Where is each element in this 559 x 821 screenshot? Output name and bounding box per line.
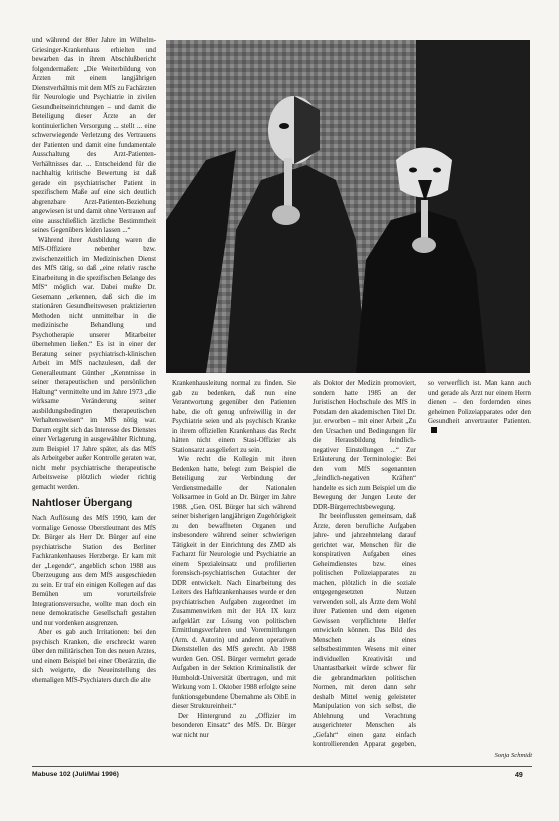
paragraph: Nach Auflösung des MfS 1990, kam der vormalige Genosse Oberstleutnant des MfS Dr. Bürger als Herr Dr. Bürger auf eine psychiatrische Station des Berliner Fachkrankenhauses Herzberge. Er kam mit der „Legende“, angeblich schon 1988 aus Überzeugung aus dem MfS ausgeschieden zu sein. Er traf ein einigen Kollegen auf das Bemühen um vorurteilsfreie Integrationsversuche, wollte man doch ein neue demokratische Gesellschaft gestalten und nur vordenken ausgrenzen.	[32, 515, 156, 627]
paragraph: Aber es gab auch Irritationen: bei den psychisch Kranken, die erschreckt waren über den militärischen Ton des neuen Arztes, und einem Beispiel bei einer Oberärztin, die sich weigerte, die Neueinstellung des ehemaligen MfS-Psychiaters durch die alte	[32, 629, 156, 684]
section-heading: Nahtloser Übergang	[32, 497, 133, 509]
article-column-2	[172, 379, 296, 762]
paragraph: Wie recht die Kollegin mit ihren Bedenken hatte, belegt zum Beispiel die Beteiligung zur Verbindung der Verdienstmedaille der Nationalen Volksarmee in Gold an Dr. Bürger im Jahre 1988. „Gen. OSL Bürger hat sich während seiner bisherigen langjährigen Zugehörigkeit zu den bewaffneten Organen und insbesondere während seiner schwierigen Tätigkeit in der Einrichtung des ZMD als Facharzt für Neurologie und Psychiatrie an einem Spezialeinsatz und profilierten forensisch-psychiatrischen Gutachter der DDR entwickelt. Nach Einarbeitung des Leiters des Haftkrankenhauses wurde er den psychiatrischen Aufgaben zugeordnet im Zusammenwirken mit der HA IX kurz aufgeklärt zur Lösung von politischen Ermittlungsverfahren und Vorermittlungen (Arm. d. Autorin) und anderen operativen Dienststellen des MfS gerecht. Ab 1988 wurden Gen. OSL Bürger vermehrt gerade Aufgaben in der Sektion Kriminalistik der Humboldt-Universität übertragen, und mit Wirkung vom 1. Oktober 1988 erfolgte seine funktionsgebundene Übernahme als OibE in dieser Struktureinheit.“	[172, 456, 296, 710]
paragraph-text: Ihr beeinflussten gemeinsam, daß Ärzte, deren berufliche Aufgaben jahre- und jahrzehntelang darauf gerichtet war, Menschen für die konspirativen Aufgaben eines Geheimdienstes bzw. eines politischen Polizeiapparates zu machen, plötzlich in die soziale entgegengesetzten Nutzen verwenden soll, als Ärzte dem Wohl ihrer Patienten und dem eigenen Gewissen verpflichtete Helfer entwickeln können. Das Bild des Menschen als eines selbstbestimmten Wesens mit einer individuellen Kreativität und Unantastbarkeit würde schwer für die gebrandmarkten politischen Normen, mit deren dann sehr deshalb Mittel wenig geleisteter Manipulation von sich selbst, die Ablehnung und Verachtung ausgerichteter Menschen als „Gefahr“ einen ganz einfach kontrollierenden Apparat gegeben, so verwerflich ist. Man kann auch und gerade als Arzt nur einem Herrn dienen – den fordernden eines geheimen Polizeiapparates oder den Gesundheit anvertrauter Patienten.	[313, 380, 531, 748]
article-column-1	[32, 36, 156, 768]
end-mark-icon	[431, 427, 437, 433]
masked-figures-illustration	[166, 40, 530, 373]
article-column-3	[313, 379, 531, 751]
page-number: 49	[515, 772, 523, 779]
footer-publication: Mabuse 102 (Juli/Mai 1996)	[32, 771, 119, 778]
paragraph: Krankenhausleitung normal zu finden. Sie gab zu bedenken, daß nun eine Verantwortung gegenüber den Patienten habe, die oft genug unfreiwillig in der Psychiatrie seien und als psychisch Kranke in ihrem offiziellen Krankenhaus das Recht hätten nicht einem Stasi-Offizier als Stationsarzt ausgeliefert zu sein.	[172, 380, 296, 454]
paragraph: Während ihrer Ausbildung waren die MfS-Offiziere nebenher bzw. zwischenzeitlich im Medizinischen Dienst des MfS tätig, so daß „eine relativ rasche Einarbeitung in die spezifischen Belange des MfS“ möglich war. Dabei mußte Dr. Gesemann „erkennen, daß sich die im stationären Gesundheitswesen praktizierten Methoden nicht unmittelbar in die medizinische Behandlung und Psychotherapie unserer Mitarbeiter übernehmen ließen.“ Es ist in einer der Beratung seiner psychiatrisch-klinischen Arbeit im MfS nachzulesen, daß der Generalleutnant Günther „Kenntnisse in seiner therapeutischen und persönlichen Haltung“ vermittelte und im Jahre 1973 „die wirksame Veränderung seiner ausbildungsbedingten therapeutischen Verhaltensweisen“ im MfS nötig war. Darum ergibt sich das Interesse des Dienstes einer Verlagerung in ausgewählter Richtung, zum Beispiel 17 Jahre später, als das MfS als Arbeitgeber außer Kontrolle geraten war, nicht mehr psychiatrische therapeutische Arbeitsweise plötzlich wieder richtig gemacht werden.	[32, 236, 156, 491]
footer-divider	[32, 766, 532, 767]
illustration-photo	[166, 40, 530, 373]
paragraph: Der Hintergrund zu „Offizier im besonderen Einsatz“ des MfS. Dr. Bürger war nicht nur	[172, 712, 296, 739]
author-credit: Sonja Schmidt	[494, 752, 532, 759]
paragraph: als Doktor der Medizin promoviert, sondern hatte 1985 an der Juristischen Hochschule des MfS in Potsdam den akademischen Titel Dr. jur. erworben – mit einer Arbeit „Zu den Ursachen und Bedingungen für die Herausbildung feindlich-negativer Einstellungen ...“ Zur Erläuterung der Terminologie: Bei den vom MfS sogenannten „feindlich-negativen Kräften“ handelte es sich zum Beispiel um die Bewegung der Jungen Leute der DDR-Bürgerrechtsbewegung.	[313, 380, 416, 511]
paragraph: und während der 80er Jahre im Wilhelm-Griesinger-Krankenhaus erhielten und bewarben das in ihrem Abschlußbericht folgendermaßen: „Die Weiterbildung von Ärzten mit einem langjährigen Dienstverhältnis mit dem MfS zu Fachärzten für Neurologie und Psychiatrie in zivilen Gesundheitseinrichtungen – und damit die Beteiligung dieser Ärzte an der kontinuierlichen Versorgung ... stellt ... eine schwerwiegende Verletzung des Vertrauens der Patienten und damit eine fundamentale Ausschaltung des Arzt-Patienten-Verhältnisses dar. ... Entscheidend für die nachhaltig kritische Bewertung ist daß gerade ein psychiatrischer Patient in spezifischem Maße auf eine sich deutlich abgrenzbare Arzt-Patienten-Beziehung angewiesen ist und damit ohne Vertrauen auf eine ausschließlich ärztliche Bestimmtheit seines Gegenübers leiden lassen ...“	[32, 37, 156, 234]
